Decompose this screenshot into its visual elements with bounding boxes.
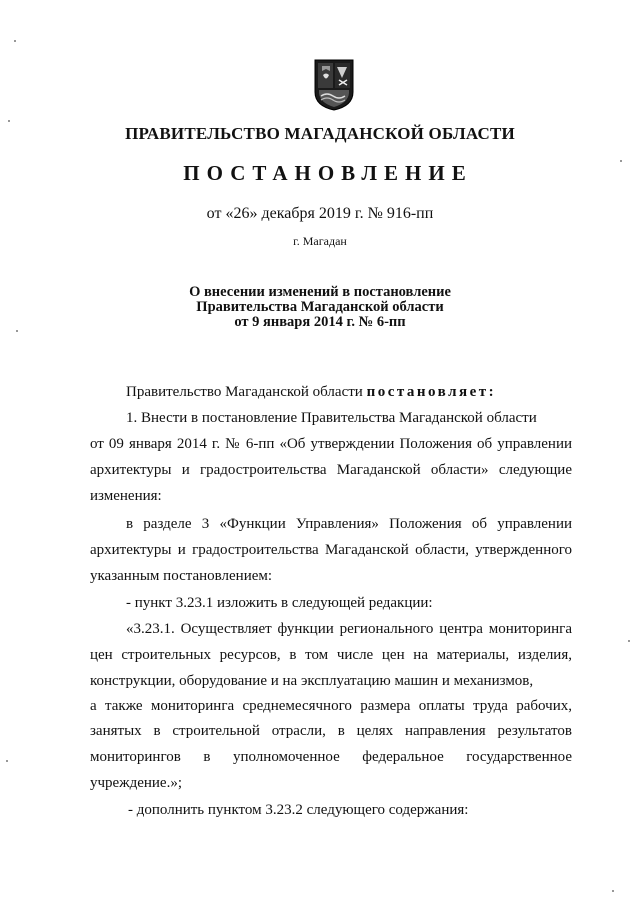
body-line-7: указанным постановлением: bbox=[90, 568, 273, 584]
scan-speck bbox=[14, 40, 16, 42]
body-line-14: мониторингов в уполномоченное федеральное государственное bbox=[90, 749, 572, 765]
intro-paragraph bbox=[126, 383, 496, 401]
body-line-12: а также мониторинга среднемесячного размера оплаты труда рабочих, bbox=[90, 698, 572, 714]
intro-prefix: Правительство Магаданской области bbox=[126, 384, 363, 400]
title-line-3: от 9 января 2014 г. № 6-пп bbox=[234, 314, 406, 330]
document-type: ПОСТАНОВЛЕНИЕ bbox=[183, 161, 473, 185]
body-line-10: цен строительных ресурсов, в том числе цен на материалы, изделия, bbox=[90, 647, 572, 663]
title-line-1: О внесении изменений в постановление bbox=[189, 284, 451, 300]
city-label: г. Магадан bbox=[293, 234, 347, 248]
body-line-16: - дополнить пунктом 3.23.2 следующего содержания: bbox=[128, 802, 469, 818]
document-title bbox=[0, 285, 640, 330]
scan-speck bbox=[16, 330, 18, 332]
coat-of-arms-emblem bbox=[313, 58, 355, 112]
body-line-1: 1. Внести в постановление Правительства Магаданской области bbox=[126, 410, 537, 426]
body-line-15: учреждение.»; bbox=[90, 775, 182, 791]
scan-speck bbox=[628, 640, 630, 642]
body-line-5: в разделе 3 «Функции Управления» Положения об управлении bbox=[126, 516, 572, 532]
body-line-6: архитектуры и градостроительства Магаданской области, утвержденного bbox=[90, 542, 572, 558]
scan-speck bbox=[612, 890, 614, 892]
body-line-8: - пункт 3.23.1 изложить в следующей редакции: bbox=[126, 595, 433, 611]
body-line-13: занятых в строительной отрасли, в целях направления результатов bbox=[90, 723, 572, 739]
body-line-2: от 09 января 2014 г. № 6-пп «Об утверждении Положения об управлении bbox=[90, 436, 572, 452]
scan-speck bbox=[8, 120, 10, 122]
title-line-2: Правительства Магаданской области bbox=[196, 299, 444, 315]
intro-verb: постановляет: bbox=[366, 384, 497, 400]
date-number-line: от «26» декабря 2019 г. № 916-пп bbox=[206, 205, 434, 222]
body-line-3: архитектуры и градостроительства Магаданской области» следующие bbox=[90, 462, 572, 478]
scan-speck bbox=[620, 160, 622, 162]
body-line-9: «3.23.1. Осуществляет функции регионального центра мониторинга bbox=[126, 621, 572, 637]
government-name: ПРАВИТЕЛЬСТВО МАГАДАНСКОЙ ОБЛАСТИ bbox=[125, 124, 515, 143]
body-line-4: изменения: bbox=[90, 488, 162, 504]
scan-speck bbox=[6, 760, 8, 762]
body-line-11: конструкции, оборудование и на эксплуатацию машин и механизмов, bbox=[90, 673, 534, 689]
